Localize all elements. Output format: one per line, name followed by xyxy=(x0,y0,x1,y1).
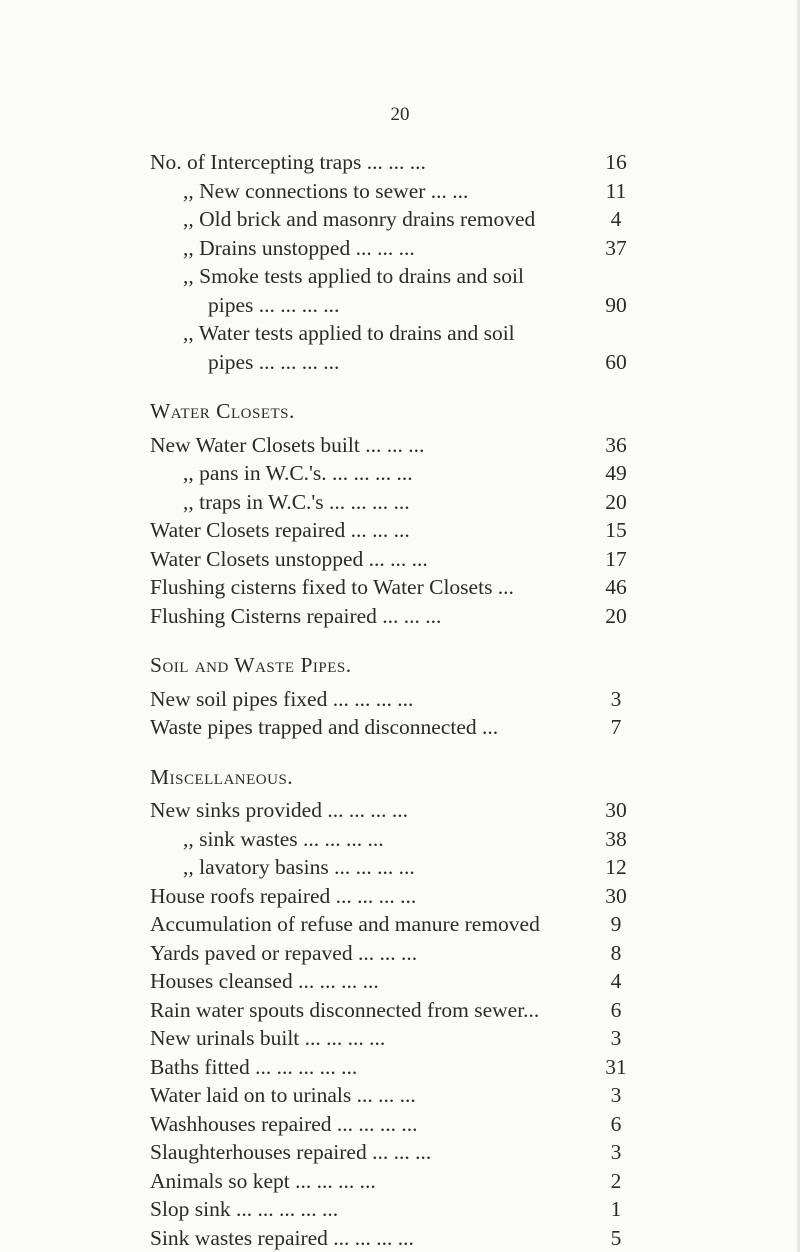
row-label: Rain water spouts disconnected from sewer... xyxy=(150,997,540,1022)
row-value: 15 xyxy=(605,518,627,542)
row-value: 16 xyxy=(605,150,627,174)
section-heading: Miscellaneous. xyxy=(150,764,294,789)
row-value: 3 xyxy=(610,1140,622,1164)
row-value: 2 xyxy=(610,1168,622,1193)
row-value: 4 xyxy=(610,969,622,993)
table-row xyxy=(150,516,660,545)
row-value: 20 xyxy=(605,603,627,628)
row-value: 30 xyxy=(605,883,627,908)
section-heading: Soil and Waste Pipes. xyxy=(150,653,352,677)
row-label: Waste pipes trapped and disconnected ... xyxy=(150,715,499,739)
row-label-continued: pipes ... ... ... ... xyxy=(208,349,340,374)
table-row xyxy=(150,1110,660,1139)
table-row xyxy=(150,910,660,939)
row-label: ,, Drains unstopped ... ... ... xyxy=(183,235,415,260)
row-value: 6 xyxy=(610,1111,622,1136)
row-label: House roofs repaired ... ... ... ... xyxy=(150,883,417,908)
table-row xyxy=(150,205,660,234)
row-label: New sinks provided ... ... ... ... xyxy=(150,798,408,822)
row-label: ,, pans in W.C.'s. ... ... ... ... xyxy=(183,461,413,485)
row-label: Flushing Cisterns repaired ... ... ... xyxy=(150,603,442,628)
table-row xyxy=(150,177,660,206)
table-row xyxy=(150,1195,660,1224)
row-label: ,, Water tests applied to drains and soil xyxy=(183,321,515,345)
table-row xyxy=(150,1167,660,1196)
row-label: No. of Intercepting traps ... ... ... xyxy=(150,150,426,174)
table-row xyxy=(150,319,660,376)
row-value: 11 xyxy=(605,178,627,203)
row-value: 31 xyxy=(605,1054,627,1079)
section-1 xyxy=(150,397,660,630)
table-row xyxy=(150,825,660,854)
row-label: Washhouses repaired ... ... ... ... xyxy=(150,1111,418,1136)
table-row xyxy=(150,431,660,460)
row-value: 4 xyxy=(610,207,622,231)
table-row xyxy=(150,262,660,319)
row-label: ,, traps in W.C.'s ... ... ... ... xyxy=(183,489,410,514)
row-label: Slop sink ... ... ... ... ... xyxy=(150,1197,339,1221)
row-value: 49 xyxy=(605,461,627,485)
row-label: Animals so kept ... ... ... ... xyxy=(150,1168,376,1193)
row-label-continued: pipes ... ... ... ... xyxy=(208,292,340,317)
row-label: Yards paved or repaved ... ... ... xyxy=(150,940,418,965)
row-value: 36 xyxy=(605,432,627,457)
table-row xyxy=(150,148,660,177)
table-row xyxy=(150,1224,660,1252)
table-row xyxy=(150,488,660,517)
row-label: Water Closets unstopped ... ... ... xyxy=(150,546,428,571)
row-label: New soil pipes fixed ... ... ... ... xyxy=(150,686,414,711)
row-value: 6 xyxy=(610,997,622,1022)
row-label: ,, sink wastes ... ... ... ... xyxy=(183,826,384,851)
document-body xyxy=(150,148,660,1252)
table-row xyxy=(150,996,660,1025)
section-0 xyxy=(150,148,660,376)
row-value: 60 xyxy=(605,349,627,374)
table-row xyxy=(150,602,660,631)
row-value: 90 xyxy=(605,292,627,317)
row-label: Baths fitted ... ... ... ... ... xyxy=(150,1054,358,1079)
section-3 xyxy=(150,763,660,1252)
table-row xyxy=(150,882,660,911)
row-value: 9 xyxy=(610,912,622,936)
table-row xyxy=(150,685,660,714)
table-row xyxy=(150,573,660,602)
row-value: 38 xyxy=(605,826,627,851)
row-label: New urinals built ... ... ... ... xyxy=(150,1026,386,1050)
section-2 xyxy=(150,651,660,742)
table-row xyxy=(150,713,660,742)
row-value: 7 xyxy=(610,715,622,739)
section-heading: Water Closets. xyxy=(150,399,295,423)
row-label: Accumulation of refuse and manure removed xyxy=(150,912,540,936)
row-label: ,, Old brick and masonry drains removed xyxy=(183,207,536,231)
section-gap xyxy=(150,376,660,390)
section-gap xyxy=(150,742,660,756)
table-row xyxy=(150,1053,660,1082)
row-label: ,, New connections to sewer ... ... xyxy=(183,178,469,203)
row-value: 37 xyxy=(605,235,627,260)
table-row xyxy=(150,545,660,574)
row-value: 5 xyxy=(610,1225,622,1250)
row-label: ,, lavatory basins ... ... ... ... xyxy=(183,855,415,879)
row-value: 12 xyxy=(605,855,627,879)
row-value: 8 xyxy=(610,940,622,965)
section-gap xyxy=(150,630,660,644)
row-label: Slaughterhouses repaired ... ... ... xyxy=(150,1140,432,1164)
row-value: 17 xyxy=(605,546,627,571)
row-label: ,, Smoke tests applied to drains and soil xyxy=(183,264,524,288)
row-value: 3 xyxy=(610,686,622,711)
row-label: Flushing cisterns fixed to Water Closets ... xyxy=(150,575,514,599)
table-row xyxy=(150,967,660,996)
table-row xyxy=(150,1081,660,1110)
table-row xyxy=(150,459,660,488)
row-label: Water Closets repaired ... ... ... xyxy=(150,518,410,542)
row-value: 3 xyxy=(610,1083,622,1107)
row-value: 46 xyxy=(605,575,627,599)
page-number: 20 xyxy=(390,104,410,125)
row-label: New Water Closets built ... ... ... xyxy=(150,432,425,457)
table-row xyxy=(150,234,660,263)
row-value: 20 xyxy=(605,489,627,514)
row-label: Houses cleansed ... ... ... ... xyxy=(150,969,379,993)
table-row xyxy=(150,853,660,882)
table-row xyxy=(150,939,660,968)
row-value: 3 xyxy=(610,1026,622,1050)
row-value: 1 xyxy=(610,1197,622,1221)
table-row xyxy=(150,1138,660,1167)
table-row xyxy=(150,796,660,825)
row-value: 30 xyxy=(605,798,627,822)
row-label: Sink wastes repaired ... ... ... ... xyxy=(150,1225,414,1250)
table-row xyxy=(150,1024,660,1053)
row-label: Water laid on to urinals ... ... ... xyxy=(150,1083,416,1107)
